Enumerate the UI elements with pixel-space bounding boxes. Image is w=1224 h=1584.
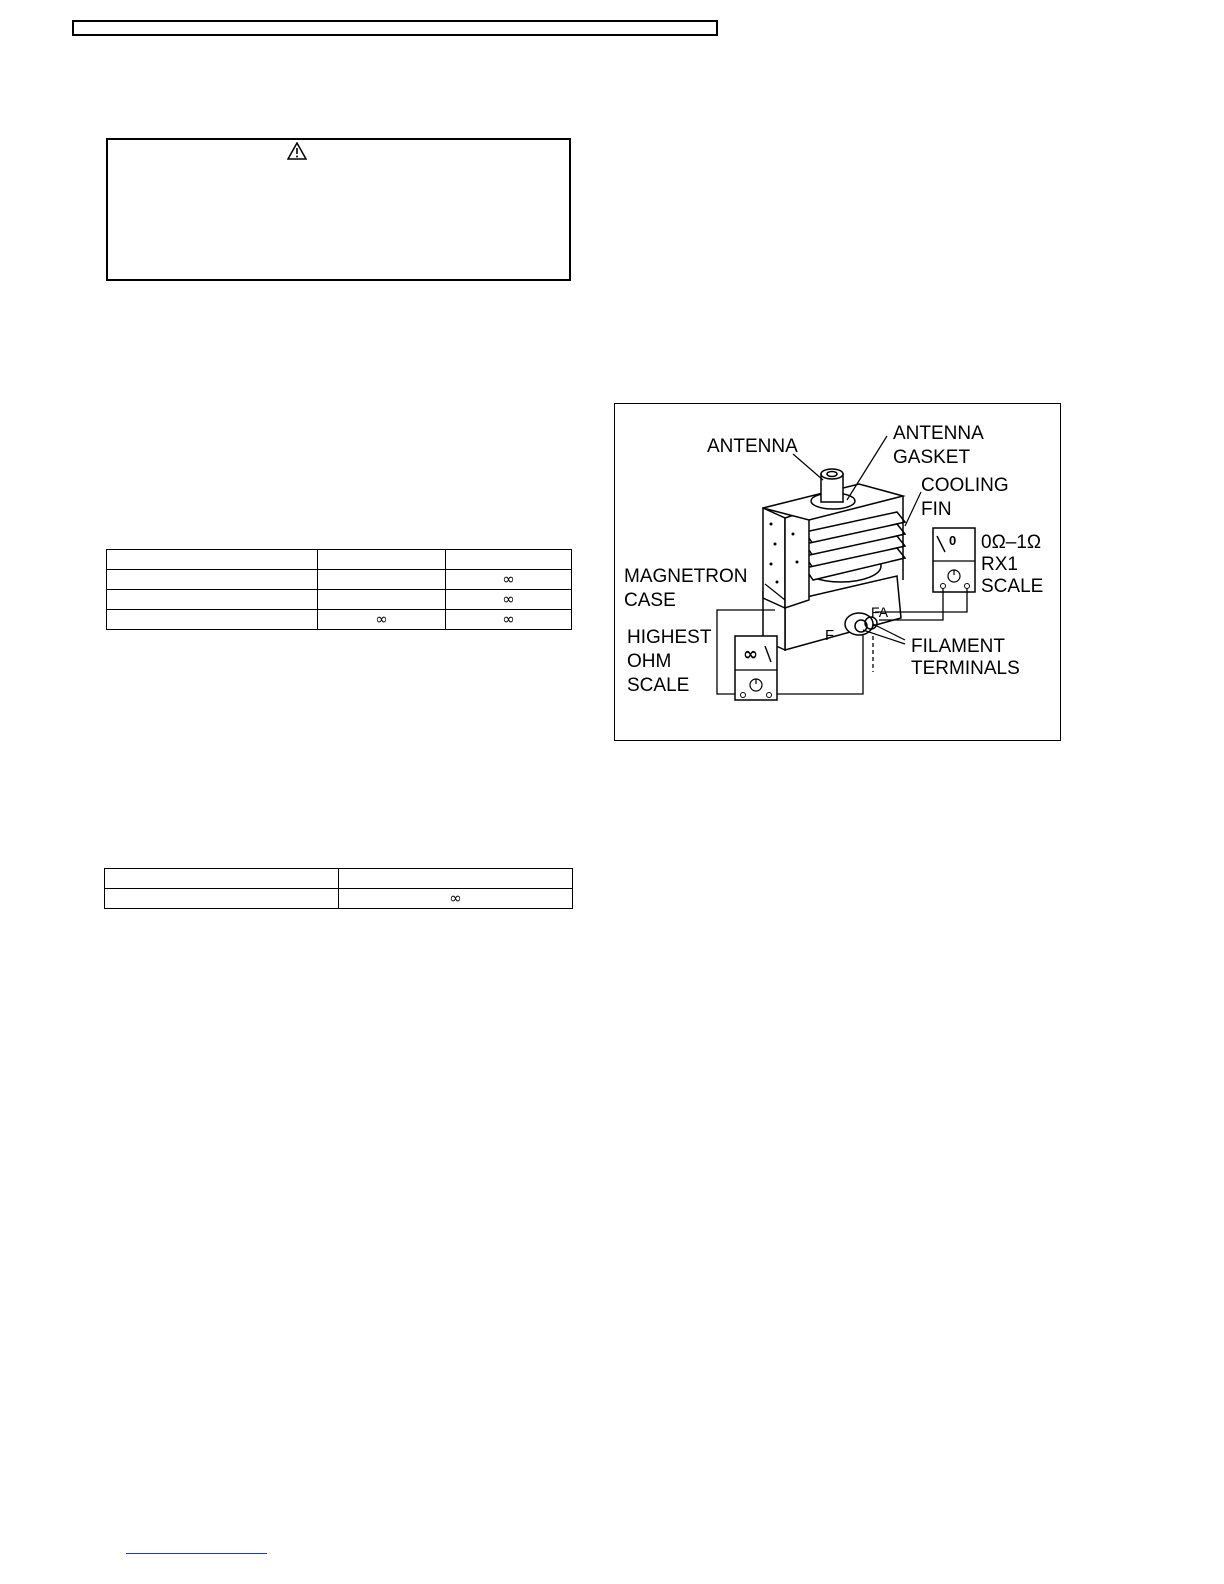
table-cell [107, 550, 318, 570]
label-terminal-fa: FA [871, 604, 889, 620]
label-scale-word: SCALE [981, 576, 1044, 597]
label-terminal-f: F [825, 627, 835, 644]
label-magnetron-case-1: MAGNETRON [624, 566, 748, 587]
label-antenna-gasket-2: GASKET [893, 447, 971, 468]
table-row [107, 610, 572, 630]
meter-right-reading: 0 [949, 533, 957, 548]
label-antenna-gasket-1: ANTENNA [893, 423, 984, 444]
table-cell: ∞ [446, 590, 572, 610]
table-cell: ∞ [339, 889, 573, 909]
table-cell [105, 889, 339, 909]
table-cell: ∞ [446, 610, 572, 630]
table-cell [318, 550, 446, 570]
table-cell: ∞ [446, 570, 572, 590]
label-cooling-fin-2: FIN [921, 499, 952, 520]
label-highest-ohm-2: OHM [627, 651, 672, 672]
table-cell [318, 590, 446, 610]
magnetron-test-figure [614, 403, 1061, 741]
resistance-table-1 [106, 549, 572, 630]
table-cell [107, 570, 318, 590]
table-row [107, 550, 572, 570]
table-cell: ∞ [318, 610, 446, 630]
table-cell [107, 610, 318, 630]
label-filament-terminals-1: FILAMENT [911, 636, 1005, 657]
label-filament-terminals-2: TERMINALS [911, 658, 1020, 679]
table-row [107, 590, 572, 610]
label-highest-ohm-1: HIGHEST [627, 627, 712, 648]
warning-box [106, 138, 571, 281]
warning-triangle-icon [287, 142, 307, 160]
table-cell [107, 590, 318, 610]
table-cell [446, 550, 572, 570]
table-row [105, 869, 573, 889]
label-highest-ohm-3: SCALE [627, 675, 690, 696]
table-cell [318, 570, 446, 590]
footer-link-underline[interactable] [126, 1553, 267, 1554]
label-magnetron-case-2: CASE [624, 590, 676, 611]
label-antenna: ANTENNA [707, 436, 798, 457]
resistance-table-2 [104, 868, 573, 909]
table-row [105, 889, 573, 909]
table-cell [339, 869, 573, 889]
label-scale-range: 0Ω–1Ω [981, 532, 1042, 553]
table-cell [105, 869, 339, 889]
header-bar [72, 20, 718, 36]
magnetron-diagram [615, 404, 1062, 742]
label-scale-rx1: RX1 [981, 554, 1018, 575]
table-row [107, 570, 572, 590]
meter-left-reading: ∞ [743, 644, 758, 665]
magnetron-body [763, 469, 905, 650]
label-cooling-fin-1: COOLING [921, 475, 1009, 496]
